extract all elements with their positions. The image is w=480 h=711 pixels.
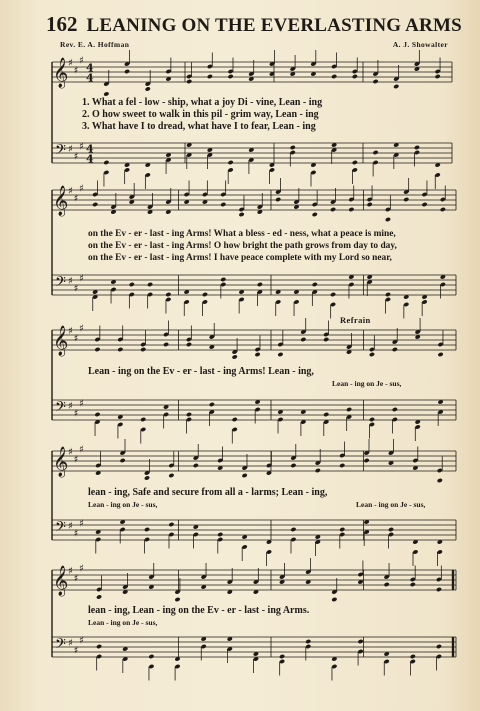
note-head — [168, 522, 174, 527]
note-head — [275, 197, 281, 202]
echo-refrain-line-3: Lean - ing on Je - sus, — [88, 618, 158, 627]
sharp-sign: ♯ — [79, 398, 84, 410]
note-head — [339, 527, 345, 532]
sharp-sign: ♯ — [68, 638, 73, 649]
note-head — [385, 217, 391, 222]
note-head — [117, 347, 123, 352]
note-head — [129, 282, 135, 287]
note-head — [174, 597, 180, 602]
note-head — [94, 412, 100, 417]
note-head — [330, 292, 336, 297]
note-head — [94, 347, 100, 352]
note-head — [144, 475, 150, 480]
note-head — [369, 417, 375, 422]
note-head — [220, 277, 226, 282]
note-head — [168, 473, 174, 478]
treble-clef-icon: 𝄞 — [53, 186, 69, 216]
note-head — [103, 160, 109, 165]
sharp-sign: ♯ — [73, 528, 79, 540]
lyric-refrain-line-2: lean - ing, Safe and secure from all a - larms; Lean - ing, — [88, 487, 328, 498]
note-head — [372, 79, 378, 84]
sharp-sign: ♯ — [73, 65, 79, 77]
note-head — [277, 352, 283, 357]
note-head — [186, 79, 192, 84]
note-head — [232, 354, 238, 359]
sharp-sign: ♯ — [73, 333, 79, 345]
lyric-verse-2-line-1: 2. O how sweet to walk in this pil - grim way, Lean - ing — [82, 109, 319, 120]
note-head — [331, 597, 337, 602]
sharp-sign: ♯ — [68, 521, 73, 532]
treble-clef-icon: 𝄞 — [53, 566, 69, 596]
note-head — [352, 160, 358, 165]
note-head — [388, 527, 394, 532]
note-head — [147, 282, 153, 287]
note-head — [202, 292, 208, 297]
note-head — [392, 347, 398, 352]
sharp-sign: ♯ — [79, 635, 84, 647]
note-head — [372, 150, 378, 155]
sharp-sign: ♯ — [68, 276, 73, 287]
sharp-sign: ♯ — [79, 273, 84, 285]
lyric-verse-1-line-1: 1. What a fel - low - ship, what a joy Di - vine, Lean - ing — [82, 97, 323, 108]
note-head — [440, 207, 446, 212]
note-head — [346, 407, 352, 412]
sharp-sign: ♯ — [79, 55, 84, 67]
note-head — [144, 527, 150, 532]
echo-refrain-line-2a: Lean - ing on Je - sus, — [88, 500, 158, 509]
note-head — [254, 352, 260, 357]
note-head — [232, 417, 238, 422]
sharp-sign: ♯ — [79, 444, 84, 456]
note-head — [421, 202, 427, 207]
sharp-sign: ♯ — [73, 408, 79, 420]
sharp-sign: ♯ — [73, 283, 79, 295]
note-head — [348, 207, 354, 212]
sharp-sign: ♯ — [73, 193, 79, 205]
sharp-sign: ♯ — [73, 151, 79, 163]
sharp-sign: ♯ — [68, 58, 73, 69]
lyric-verse-3-line-2: on the Ev - er - last - ing Arms! I have peace complete with my Lord so near, — [88, 253, 392, 263]
note-head — [339, 463, 345, 468]
time-signature-bottom: 4 — [86, 152, 94, 166]
note-head — [227, 160, 233, 165]
note-head — [393, 84, 399, 89]
echo-refrain-line-2b: Lean - ing on Je - sus, — [356, 500, 426, 509]
note-head — [209, 402, 215, 407]
sharp-sign: ♯ — [68, 401, 73, 412]
time-signature-top: 4 — [86, 61, 94, 75]
note-head — [357, 639, 363, 644]
note-head — [238, 212, 244, 217]
sharp-sign: ♯ — [68, 144, 73, 155]
note-head — [124, 69, 130, 74]
sharp-sign: ♯ — [68, 447, 73, 458]
note-head — [312, 282, 318, 287]
sharp-sign: ♯ — [68, 566, 73, 577]
lyric-verse-1-line-2: on the Ev - er - last - ing Arms! What a bless - ed - ness, what a peace is mine, — [88, 229, 396, 239]
note-head — [120, 458, 126, 463]
note-head — [323, 412, 329, 417]
note-head — [103, 91, 109, 96]
note-head — [435, 74, 441, 79]
lyric-refrain-line-3: lean - ing, Lean - ing on the Ev - er - last - ing Arms. — [88, 605, 310, 616]
sharp-sign: ♯ — [73, 645, 79, 657]
note-head — [193, 463, 199, 468]
note-head — [305, 639, 311, 644]
hymn-title: LEANING ON THE EVERLASTING ARMS — [86, 15, 462, 36]
note-head — [279, 654, 285, 659]
bass-clef-icon: 𝄢 — [55, 519, 66, 539]
note-head — [290, 527, 296, 532]
music-credit: A. J. Showalter — [392, 40, 448, 49]
note-head — [437, 478, 443, 483]
note-head — [385, 292, 391, 297]
note-head — [436, 644, 442, 649]
note-head — [331, 74, 337, 79]
treble-clef-icon: 𝄞 — [53, 58, 69, 88]
note-head — [96, 594, 102, 599]
note-head — [217, 532, 223, 537]
note-head — [186, 342, 192, 347]
refrain-label: Refrain — [340, 315, 371, 325]
sharp-sign: ♯ — [79, 563, 84, 575]
note-head — [369, 352, 375, 357]
note-head — [290, 145, 296, 150]
note-head — [257, 282, 263, 287]
note-head — [436, 587, 442, 592]
note-head — [312, 212, 318, 217]
time-signature-bottom: 4 — [86, 71, 94, 85]
note-head — [145, 86, 151, 91]
note-head — [300, 337, 306, 342]
note-head — [242, 473, 248, 478]
sharp-sign: ♯ — [79, 141, 84, 153]
note-head — [140, 347, 146, 352]
bass-clef-icon: 𝄢 — [55, 142, 66, 162]
note-head — [367, 202, 373, 207]
note-head — [148, 654, 154, 659]
treble-clef-icon: 𝄞 — [53, 326, 69, 356]
sharp-sign: ♯ — [79, 323, 84, 335]
lyric-verse-3-line-1: 3. What have I to dread, what have I to fear, Lean - ing — [82, 121, 316, 132]
note-head — [163, 342, 169, 347]
echo-refrain-line-1: Lean - ing on Je - sus, — [332, 379, 402, 388]
note-head — [207, 74, 213, 79]
note-head — [352, 74, 358, 79]
note-head — [165, 292, 171, 297]
note-head — [140, 417, 146, 422]
hymn-number: 162 — [46, 12, 78, 36]
lyric-refrain-line-1: Lean - ing on the Ev - er - last - ing Arms! Lean - ing, — [88, 366, 314, 377]
time-signature-top: 4 — [86, 142, 94, 156]
sharp-sign: ♯ — [79, 183, 84, 195]
note-head — [220, 202, 226, 207]
bass-clef-icon: 𝄢 — [55, 399, 66, 419]
note-head — [186, 412, 192, 417]
note-head — [227, 74, 233, 79]
note-head — [410, 582, 416, 587]
sharp-sign: ♯ — [73, 573, 79, 585]
treble-clef-icon: 𝄞 — [53, 447, 69, 477]
sharp-sign: ♯ — [68, 326, 73, 337]
words-credit: Rev. E. A. Hoffman — [60, 40, 130, 49]
note-head — [290, 463, 296, 468]
note-head — [392, 407, 398, 412]
note-head — [323, 337, 329, 342]
note-head — [364, 458, 370, 463]
sharp-sign: ♯ — [73, 454, 79, 466]
sharp-sign: ♯ — [79, 518, 84, 530]
note-head — [315, 468, 321, 473]
note-head — [414, 145, 420, 150]
note-head — [330, 207, 336, 212]
note-head — [384, 582, 390, 587]
note-head — [403, 197, 409, 202]
bass-clef-icon: 𝄢 — [55, 274, 66, 294]
note-head — [437, 352, 443, 357]
sharp-sign: ♯ — [68, 186, 73, 197]
note-head — [410, 654, 416, 659]
bass-clef-icon: 𝄢 — [55, 636, 66, 656]
note-head — [96, 644, 102, 649]
note-head — [92, 202, 98, 207]
lyric-verse-2-line-2: on the Ev - er - last - ing Arms! O how bright the path grows from day to day, — [88, 241, 397, 251]
